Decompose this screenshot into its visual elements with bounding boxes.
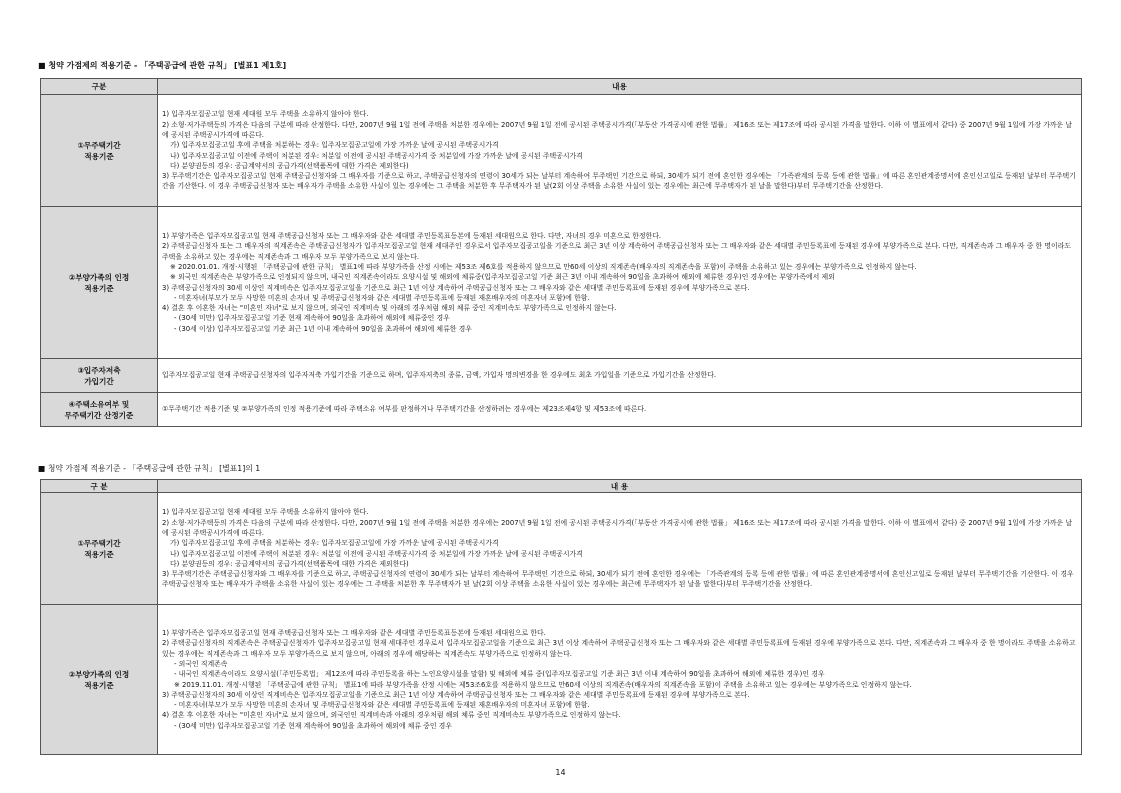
content-line: ※ 2020.01.01. 개정·시행된 「주택공급에 관한 규칙」 별표1에 따라 부양가족을 산정 시에는 제53조 제6호를 적용하지 않으므로 만60세 이상의 직계존속(배우자의 직계존속을 포함)이 주택을 소유하고 있는 경우에는 부양가족으로 인정하지 않는다.	[170, 262, 917, 271]
content-line: - 내국인 직계존속이라도 요양시설(「주민등록법」 제12조에 따라 주민등록을 하는 노인요양시설을 말함) 및 해외에 체류 중(입주자모집공고일 기준 최근 3년 이내 계속하여 90일을 초과하여 해외에 체류한 경우)인 경우	[174, 670, 825, 679]
content-line: 나) 입주자모집공고일 이전에 주택이 처분된 경우: 처분일 이전에 공시된 주택공시가격 중 처분일에 가장 가까운 날에 공시된 주택공시가격	[170, 151, 583, 160]
content-line: 입주자모집공고일 현재 주택공급신청자의 입주자저축 가입기간을 기준으로 하며, 입주자저축의 종류, 금액, 가입자 명의변경을 한 경우에도 최초 가입일을 기준으로 가입기간을 산정한다.	[162, 371, 717, 380]
content-line: ※ 2019.11.01. 개정·시행된 「주택공급에 관한 규칙」 별표1에 따라 부양가족을 산정 시에는 제53조6호를 적용하지 않으므로 만60세 이상의 직계존속(배우자의 직계존속을 포함)이 주택을 소유하고 있는 경우에는 부양가족으로 인정하지 않는다.	[174, 680, 912, 689]
content-line: 2) 주택공급신청자의 직계존속은 주택공급신청자가 입주자모집공고일 현재 세대주인 경우로서 입주자모집공고일을 기준으로 최근 3년 이상 계속하여 주택공급신청자 또는 그 배우자와 같은 세대별 주민등록표에 등재된 경우에 부양가족으로 본다. 다만, 직계존속과 그 배우자 중 한 명이라도 주택을 소유하고 있는 경우에는 직계존속과 그 배우자 모두 부양가족으로 보지 않으며, 아래의 경우에 해당하는 직계존속도 부양가족으로 인정하지 않는다.	[162, 639, 1076, 658]
table-row	[41, 95, 1082, 207]
content-line: 1) 입주자모집공고일 현재 세대원 모두 주택을 소유하지 않아야 한다.	[162, 110, 369, 119]
table-header	[41, 79, 1082, 95]
category-label: ④주택소유여부 및 무주택기간 산정기준	[64, 399, 134, 420]
content-line: - (30세 미만) 입주자모집공고일 기준 현재 계속하여 90일을 초과하여 해외에 체류 중인 경우	[174, 721, 452, 730]
header-category: 구분	[41, 79, 158, 95]
content-line: 가) 입주자모집공고일 후에 주택을 처분하는 경우: 입주자모집공고일에 가장 가까운 날에 공시된 주택공시가격	[170, 141, 499, 150]
category-label: ①무주택기간 적용기준	[77, 140, 121, 161]
content-line: - (30세 이상) 입주자모집공고일 기준 최근 1년 이내 계속하여 90일을 초과하여 해외에 체류한 경우	[174, 324, 472, 333]
content-line: 2) 주택공급신청자 또는 그 배우자의 직계존속은 주택공급신청자가 입주자모집공고일 현재 세대주인 경우로서 입주자모집공고일을 기준으로 최근 3년 이상 계속하여 주택공급신청자 또는 그 배우자와 같은 세대별 주민등록표에 등재된 경우에 부양가족으로 본다. 다만, 직계존속과 그 배우자 중 한 명이라도 주택을 소유하고 있는 경우에는 직계존속과 그 배우자 모두 부양가족으로 보지 않는다.	[162, 242, 1072, 261]
content-line: 1) 부양가족은 입주자모집공고일 현재 주택공급신청자 또는 그 배우자와 같은 세대별 주민등록표등본에 등재된 세대원으로 한다. 다만, 자녀의 경우 미혼으로 한정한다.	[162, 232, 662, 241]
header-content: 내 용	[158, 480, 1082, 493]
row-category	[41, 605, 158, 755]
content-line: 2) 소형·저가주택등의 가격은 다음의 구분에 따라 산정한다. 다만, 2007년 9월 1일 전에 주택을 처분한 경우에는 2007년 9월 1일 전에 공시된 주택공시가격(「부동산 가격공시에 관한 법률」 제16조 또는 제17조에 따라 공시된 가격을 말한다. 이하 이 별표에서 같다) 중 2007년 9월 1일에 가장 가까운 날에 공시된 주택공시가격에 따른다.	[162, 518, 1073, 537]
content-line: 3) 무주택기간은 주택공급신청자와 그 배우자를 기준으로 하고, 주택공급신청자의 연령이 30세가 되는 날부터 계속하여 무주택인 기간으로 하되, 30세가 되기 전에 혼인한 경우에는 「가족관계의 등록 등에 관한 법률」에 따른 혼인관계증명서에 혼인신고일로 등재된 날부터 무주택기간을 기산한다. 이 경우 주택공급신청자 또는 배우자가 주택을 소유한 사실이 있는 경우에는 그 주택을 처분한 후 무주택자가 된 날(2회 이상 주택을 소유한 사실이 있는 경우에는 최근에 무주택자가 된 날을 말한다)부터 무주택기간을 산정한다.	[162, 570, 1074, 589]
page-number: 14	[555, 768, 566, 777]
row-content	[158, 493, 1082, 605]
content-line: ①무주택기간 적용기준 및 ②부양가족의 인정 적용기준에 따라 주택소유 여부를 판정하거나 무주택기간을 산정하려는 경우에는 제23조제4항 및 제53조에 따른다.	[162, 405, 647, 414]
row-category	[41, 393, 158, 427]
content-line: 2) 소형·저가주택등의 가격은 다음의 구분에 따라 산정한다. 다만, 2007년 9월 1일 전에 주택을 처분한 경우에는 2007년 9월 1일 전에 공시된 주택공시가격(「부동산 가격공시에 관한 법률」 제16조 또는 제17조에 따라 공시된 가격을 말한다. 이하 이 별표에서 같다) 중 2007년 9월 1일에 가장 가까운 날에 공시된 주택공시가격에 따른다.	[162, 120, 1073, 139]
row-content	[158, 393, 1082, 427]
section1-title: ■ 청약 가점제의 적용기준 - 「주택공급에 관한 규칙」 [별표1 제1호]	[38, 61, 287, 70]
header-category: 구 분	[41, 480, 158, 493]
table-row	[41, 493, 1082, 605]
section2-table	[40, 479, 1082, 755]
content-line: 나) 입주자모집공고일 이전에 주택이 처분된 경우: 처분일 이전에 공시된 주택공시가격 중 처분일에 가장 가까운 날에 공시된 주택공시가격	[170, 549, 583, 558]
row-content	[158, 207, 1082, 359]
content-line: 1) 부양가족은 입주자모집공고일 현재 주택공급신청자 또는 그 배우자와 같은 세대별 주민등록표등본에 등재된 세대원으로 한다.	[162, 629, 546, 638]
category-label: ②부양가족의 인정 적용기준	[68, 272, 130, 293]
content-line: 1) 입주자모집공고일 현재 세대원 모두 주택을 소유하지 않아야 한다.	[162, 508, 369, 517]
row-content	[158, 95, 1082, 207]
table-row	[41, 359, 1082, 393]
table-row	[41, 207, 1082, 359]
category-label: ①무주택기간 적용기준	[77, 538, 121, 559]
content-line: 다) 분양권등의 경우: 공급계약서의 공급가격(선택품목에 대한 가격은 제외한다)	[170, 559, 409, 568]
content-line: - 미혼자녀(부모가 모두 사망한 미혼의 손자녀 및 주택공급신청자와 같은 세대별 주민등록표에 등재된 재혼배우자의 미혼자녀 포함)에 한함.	[174, 701, 590, 710]
content-line: - 미혼자녀(부모가 모두 사망한 미혼의 손자녀 및 주택공급신청자와 같은 세대별 주민등록표에 등재된 재혼배우자의 미혼자녀 포함)에 한함.	[174, 293, 590, 302]
section1-table	[40, 78, 1082, 427]
content-line: 4) 결혼 후 이혼한 자녀는 "미혼인 자녀"로 보지 않으며, 외국인 직계비속 및 아래의 경우처럼 해외 체류 중인 직계비속도 부양가족으로 인정하지 않는다.	[162, 304, 617, 313]
row-content	[158, 359, 1082, 393]
row-category	[41, 359, 158, 393]
row-content	[158, 605, 1082, 755]
header-content: 내용	[158, 79, 1082, 95]
row-category	[41, 207, 158, 359]
category-label: ③입주자저축 가입기간	[77, 365, 121, 386]
section2-title: ■ 청약 가점제 적용기준 - 「주택공급에 관한 규칙」 [별표1]의 1	[38, 464, 261, 473]
table-row	[41, 393, 1082, 427]
row-category	[41, 95, 158, 207]
content-line: 4) 결혼 후 이혼한 자녀는 "미혼인 자녀"로 보지 않으며, 외국인인 직계비속과 아래의 경우처럼 해외 체류 중인 직계비속도 부양가족으로 인정하지 않는다.	[162, 711, 621, 720]
category-label: ②부양가족의 인정 적용기준	[68, 669, 130, 690]
content-line: 3) 무주택기간은 입주자모집공고일 현재 주택공급신청자와 그 배우자를 기준으로 하고, 주택공급신청자의 연령이 30세가 되는 날부터 계속하여 무주택인 기간으로 하되, 30세가 되기 전에 혼인한 경우에는 「가족관계의 등록 등에 관한 법률」에 따른 혼인관계증명서에 혼인신고일로 등재된 날부터 무주택기간을 기산한다. 이 경우 주택공급신청자 또는 배우자가 주택을 소유한 사실이 있는 경우에는 그 주택을 처분한 후 무주택자가 된 날(2회 이상 주택을 소유한 사실이 있는 경우에는 최근에 무주택자가 된 날을 말한다)부터 무주택기간을 산정한다.	[162, 172, 1076, 191]
table-header	[41, 480, 1082, 493]
row-category	[41, 493, 158, 605]
content-line: - (30세 미만) 입주자모집공고일 기준 현재 계속하여 90일을 초과하여 해외에 체류중인 경우	[174, 314, 450, 323]
content-line: 다) 분양권등의 경우: 공급계약서의 공급가격(선택품목에 대한 가격은 제외한다)	[170, 161, 409, 170]
table-row	[41, 605, 1082, 755]
content-line: 3) 주택공급신청자의 30세 이상인 직계비속은 입주자모집공고일을 기준으로 최근 1년 이상 계속하여 주택공급신청자 또는 그 배우자와 같은 세대별 주민등록표에 등재된 경우에 부양가족으로 본다.	[162, 283, 750, 292]
content-line: 3) 주택공급신청자의 30세 이상인 직계비속은 입주자모집공고일을 기준으로 최근 1년 이상 계속하여 주택공급신청자 또는 그 배우자와 같은 세대별 주민등록표에 등재된 경우에 부양가족으로 본다.	[162, 690, 750, 699]
content-line: ※ 외국인 직계존속은 부양가족으로 인정되지 않으며, 내국인 직계존속이라도 요양시설 및 해외에 체류중(입주자모집공고일 기준 최근 3년 이내 계속하여 90일을 초과하여 해외에 체류한 경우)인 경우에는 부양가족에서 제외	[170, 273, 835, 282]
content-line: - 외국인 직계존속	[174, 659, 228, 668]
content-line: 가) 입주자모집공고일 후에 주택을 처분하는 경우: 입주자모집공고일에 가장 가까운 날에 공시된 주택공시가격	[170, 539, 499, 548]
